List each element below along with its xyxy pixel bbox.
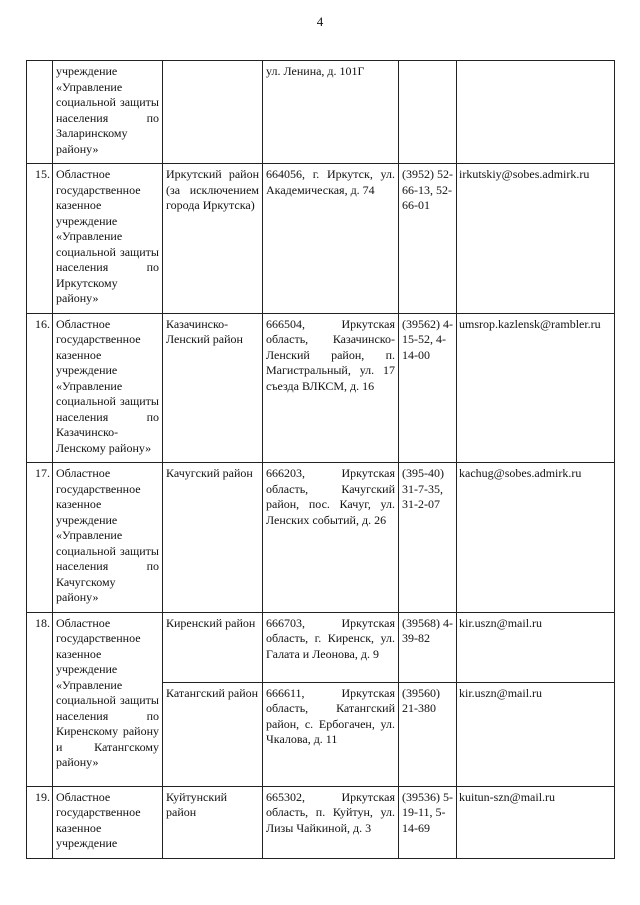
institution-name: Областное государственное казенное учреждение: [53, 786, 163, 858]
table-row: [27, 463, 615, 613]
page-number: 4: [316, 14, 324, 29]
email: kuitun-szn@mail.ru: [457, 786, 615, 858]
institutions-table: [26, 60, 615, 859]
address: 666611, Иркутская область, Катангский район, с. Ербогачен, ул. Чкалова, д. 11: [263, 682, 399, 786]
phone: (39562) 4-15-52, 4-14-00: [399, 313, 457, 463]
email: irkutskiy@sobes.admirk.ru: [457, 164, 615, 314]
service-area: Катангский район: [163, 682, 263, 786]
table-row: [27, 61, 615, 164]
table-row: [27, 786, 615, 858]
address: 666203, Иркутская область, Качугский район, пос. Качуг, ул. Ленских событий, д. 26: [263, 463, 399, 613]
row-number: 15.: [27, 164, 53, 314]
institution-name: Областное государственное казенное учреждение «Управление социальной защиты населения по Иркутскому району»: [53, 164, 163, 314]
address: 666504, Иркутская область, Казачинско-Ленский район, п. Магистральный, ул. 17 съезда ВЛКСМ, д. 16: [263, 313, 399, 463]
address: 664056, г. Иркутск, ул. Академическая, д. 74: [263, 164, 399, 314]
row-number: 18.: [27, 612, 53, 786]
phone: (39560) 21-380: [399, 682, 457, 786]
service-area: [163, 61, 263, 164]
phone: (39536) 5-19-11, 5-14-69: [399, 786, 457, 858]
address: ул. Ленина, д. 101Г: [263, 61, 399, 164]
institution-name: Областное государственное казенное учреждение «Управление социальной защиты населения по Казачинско-Ленскому району»: [53, 313, 163, 463]
row-number: 17.: [27, 463, 53, 613]
institution-name: Областное государственное казенное учреждение «Управление социальной защиты населения по Киренскому району и Катангскому району»: [53, 612, 163, 786]
service-area: Качугский район: [163, 463, 263, 613]
institution-name: учреждение «Управление социальной защиты населения по Заларинскому району»: [53, 61, 163, 164]
table-row: [27, 164, 615, 314]
table-row: [27, 612, 615, 682]
email: kir.uszn@mail.ru: [457, 612, 615, 682]
email: kir.uszn@mail.ru: [457, 682, 615, 786]
email: kachug@sobes.admirk.ru: [457, 463, 615, 613]
address: 666703, Иркутская область, г. Киренск, ул. Галата и Леонова, д. 9: [263, 612, 399, 682]
row-number: 16.: [27, 313, 53, 463]
address: 665302, Иркутская область, п. Куйтун, ул. Лизы Чайкиной, д. 3: [263, 786, 399, 858]
email: [457, 61, 615, 164]
row-number: 19.: [27, 786, 53, 858]
institution-name: Областное государственное казенное учреждение «Управление социальной защиты населения по Качугскому району»: [53, 463, 163, 613]
email: umsrop.kazlensk@rambler.ru: [457, 313, 615, 463]
service-area: Киренский район: [163, 612, 263, 682]
row-number: [27, 61, 53, 164]
service-area: Казачинско-Ленский район: [163, 313, 263, 463]
service-area: Куйтунский район: [163, 786, 263, 858]
table-row: [27, 313, 615, 463]
phone: [399, 61, 457, 164]
phone: (39568) 4-39-82: [399, 612, 457, 682]
phone: (3952) 52-66-13, 52-66-01: [399, 164, 457, 314]
phone: (395-40) 31-7-35, 31-2-07: [399, 463, 457, 613]
service-area: Иркутский район (за исключением города Иркутска): [163, 164, 263, 314]
